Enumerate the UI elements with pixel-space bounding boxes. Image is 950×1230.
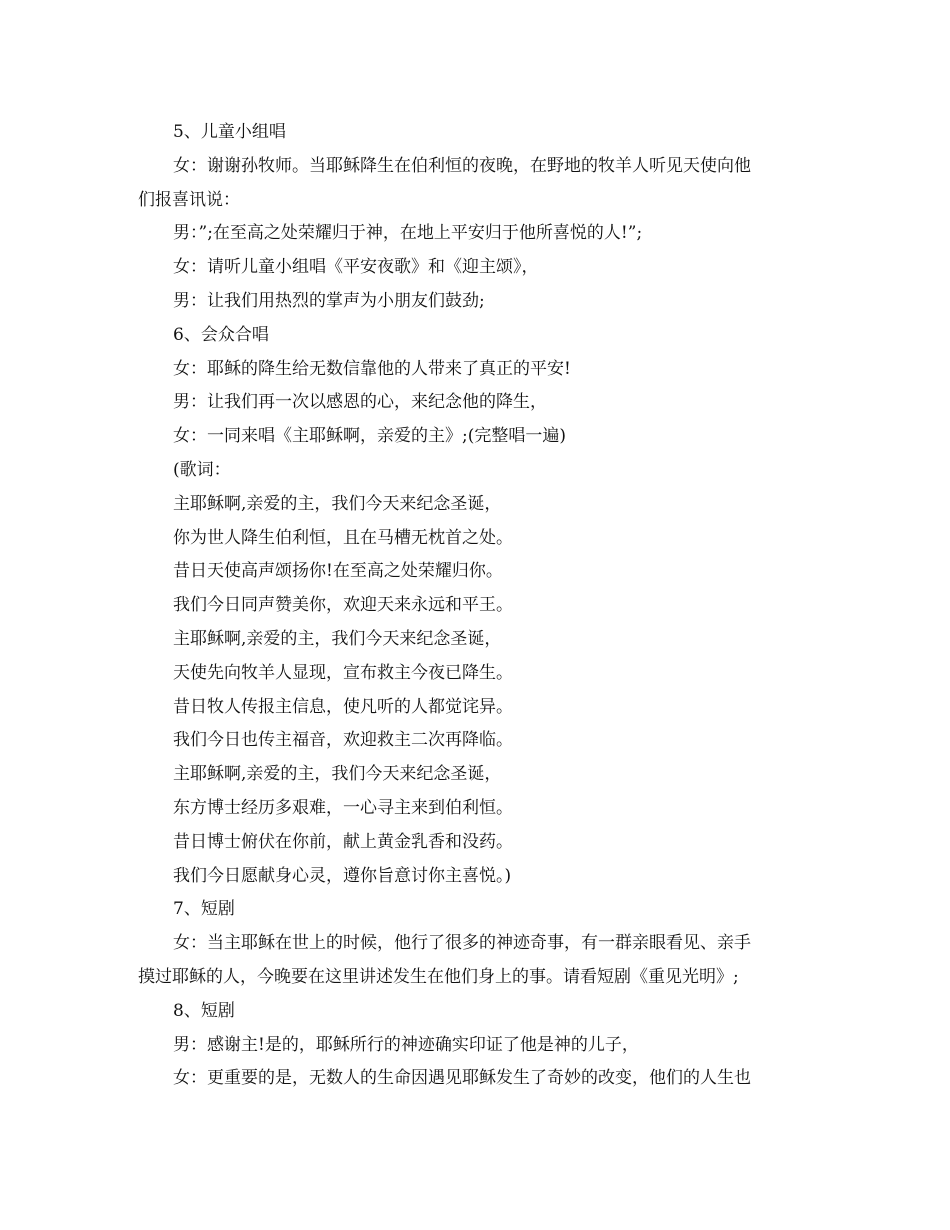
lyrics-line: 我们今日也传主福音，欢迎救主二次再降临。	[173, 730, 513, 751]
paragraph-line: 女：谢谢孙牧师。当耶稣降生在伯利恒的夜晚，在野地的牧羊人听见天使向他	[173, 155, 751, 176]
paragraph-line: 男：让我们再一次以感恩的心，来纪念他的降生，	[173, 392, 547, 413]
paragraph-line: 女：更重要的是，无数人的生命因遇见耶稣发生了奇妙的改变，他们的人生也	[173, 1068, 751, 1089]
lyrics-open: (歌词：	[173, 459, 231, 480]
lyrics-line: 你为世人降生伯利恒，且在马槽无枕首之处。	[173, 527, 513, 548]
lyrics-line: 主耶稣啊,亲爱的主，我们今天来纪念圣诞，	[173, 493, 502, 514]
paragraph-line: 女：一同来唱《主耶稣啊，亲爱的主》;(完整唱一遍)	[173, 426, 566, 447]
lyrics-line: 主耶稣啊,亲爱的主，我们今天来纪念圣诞，	[173, 764, 502, 785]
paragraph-line: 摸过耶稣的人，今晚要在这里讲述发生在他们身上的事。请看短剧《重见光明》;	[138, 966, 739, 987]
section-heading-8: 8、短剧	[173, 1000, 235, 1021]
lyrics-line: 东方博士经历多艰难，一心寻主来到伯利恒。	[173, 797, 513, 818]
lyrics-line: 昔日天使高声颂扬你!在至高之处荣耀归你。	[173, 561, 503, 582]
paragraph-line: 女：当主耶稣在世上的时候，他行了很多的神迹奇事，有一群亲眼看见、亲手	[173, 933, 751, 954]
lyrics-line: 主耶稣啊,亲爱的主，我们今天来纪念圣诞，	[173, 628, 502, 649]
paragraph-line: 男：让我们用热烈的掌声为小朋友们鼓劲;	[173, 290, 485, 311]
lyrics-line: 昔日博士俯伏在你前，献上黄金乳香和没药。	[173, 831, 513, 852]
paragraph-line: 男：”;在至高之处荣耀归于神，在地上平安归于他所喜悦的人!”;	[173, 223, 643, 244]
section-heading-6: 6、会众合唱	[173, 324, 269, 345]
section-heading-7: 7、短剧	[173, 899, 235, 920]
lyrics-line: 我们今日愿献身心灵，遵你旨意讨你主喜悦。)	[173, 865, 512, 886]
paragraph-line: 男：感谢主!是的，耶稣所行的神迹确实印证了他是神的儿子，	[173, 1034, 639, 1055]
paragraph-line: 女：耶稣的降生给无数信靠他的人带来了真正的平安!	[173, 358, 571, 379]
lyrics-line: 我们今日同声赞美你，欢迎天来永远和平王。	[173, 595, 513, 616]
document-body	[138, 116, 818, 1096]
section-heading-5: 5、儿童小组唱	[173, 122, 286, 142]
lyrics-line: 昔日牧人传报主信息，使凡听的人都觉诧异。	[173, 696, 513, 717]
paragraph-line: 女：请听儿童小组唱《平安夜歌》和《迎主颂》，	[173, 257, 539, 278]
lyrics-line: 天使先向牧羊人显现，宣布救主今夜已降生。	[173, 662, 513, 683]
paragraph-line: 们报喜讯说：	[138, 189, 240, 210]
